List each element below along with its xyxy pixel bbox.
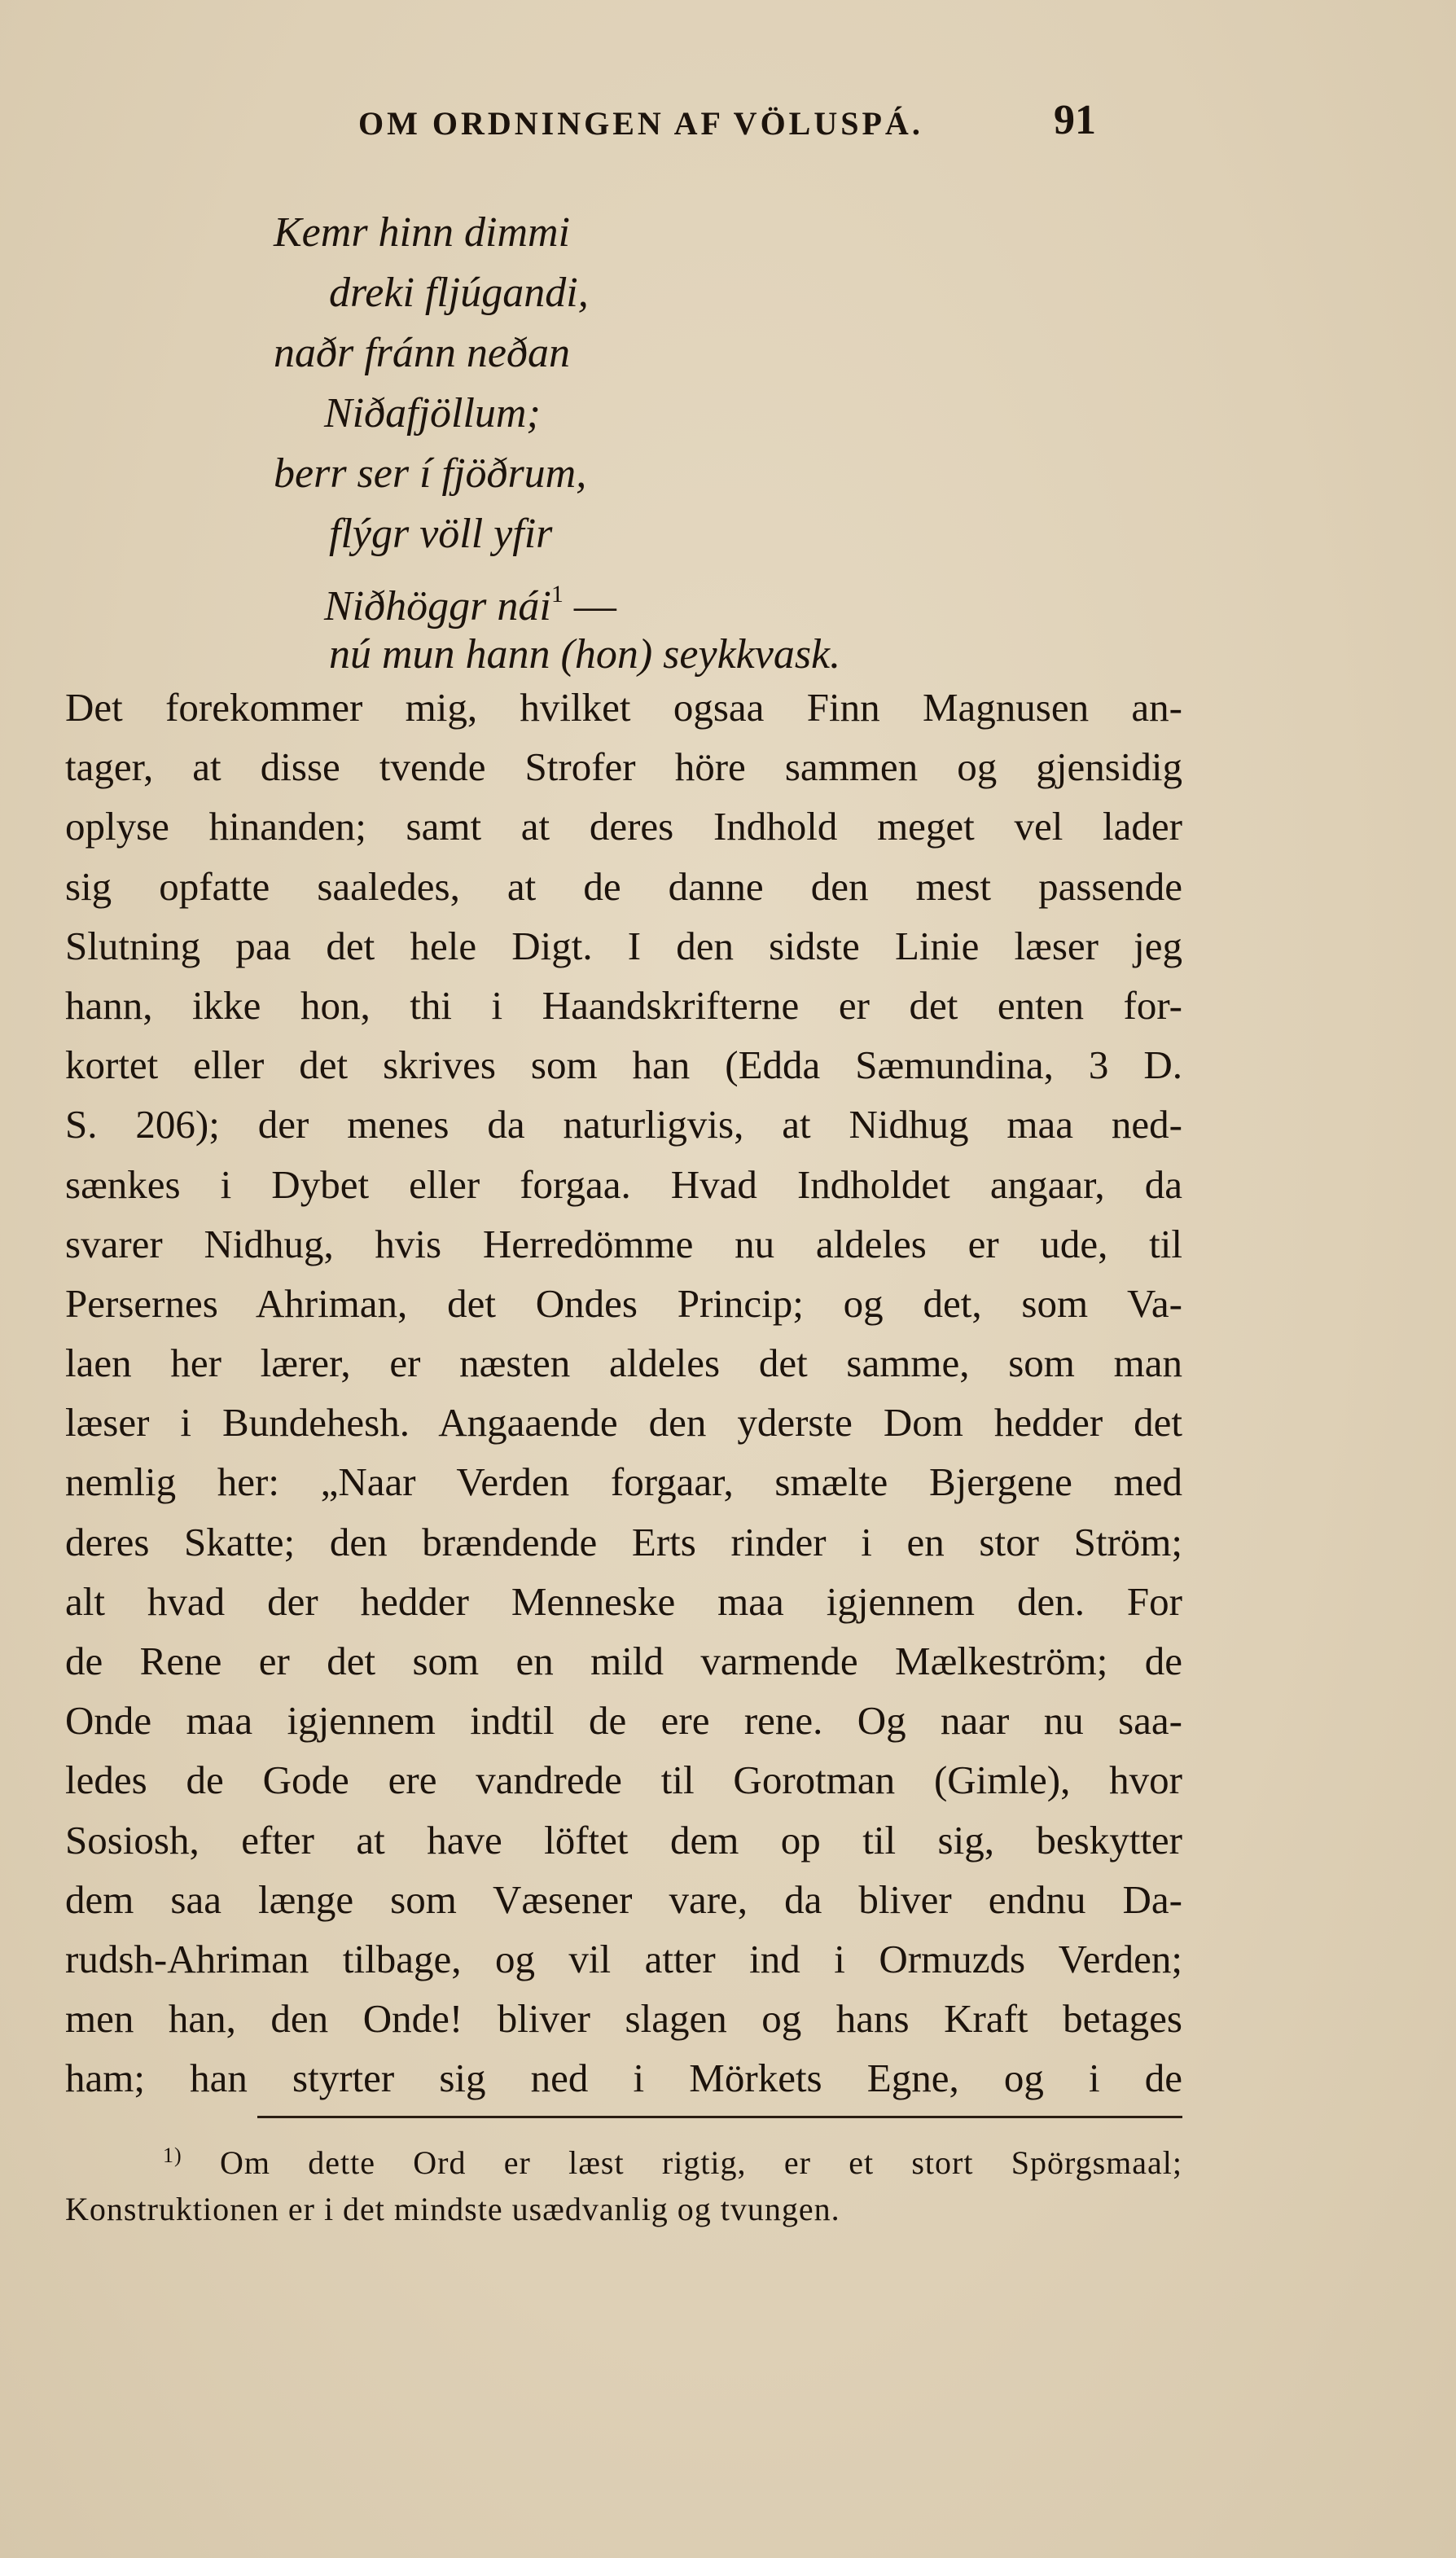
page-number: 91 bbox=[1054, 97, 1096, 143]
footnote-text: Om dette Ord er læst rigtig, er et stort Spörgsmaal; bbox=[219, 2144, 1183, 2181]
verse-line-text: Niðhöggr nái bbox=[324, 583, 551, 630]
text-line: de Rene er det som en mild varmende Mælkeström; de bbox=[65, 1639, 1182, 1683]
text-line: laen her lærer, er næsten aldeles det samme, som man bbox=[65, 1340, 1182, 1386]
footnote-line: Konstruktionen er i det mindste usædvanlig og tvungen. bbox=[65, 2191, 840, 2227]
text-line: men han, den Onde! bliver slagen og hans Kraft betages bbox=[65, 1996, 1182, 2042]
text-line: Det forekommer mig, hvilket ogsaa Finn Magnusen an- bbox=[65, 685, 1182, 730]
text-line: ham; han styrter sig ned i Mörkets Egne, og i de bbox=[65, 2056, 1182, 2101]
text-line: hann, ikke hon, thi i Haandskrifterne er det enten for- bbox=[65, 982, 1182, 1028]
em-dash: — bbox=[573, 583, 616, 630]
text-line: Onde maa igjennem indtil de ere rene. Og naar nu saa- bbox=[65, 1698, 1182, 1744]
verse-line: nú mun hann (hon) seykkvask. bbox=[329, 631, 841, 678]
footnote bbox=[65, 2129, 1182, 2236]
text-line: Sosiosh, efter at have löftet dem op til sig, beskytter bbox=[65, 1817, 1182, 1863]
text-line: sænkes i Dybet eller forgaa. Hvad Indholdet angaar, da bbox=[65, 1161, 1182, 1207]
verse-line: Kemr hinn dimmi bbox=[274, 209, 570, 256]
text-line: sig opfatte saaledes, at de danne den mest passende bbox=[65, 863, 1182, 909]
verse-line: dreki fljúgandi, bbox=[329, 270, 589, 316]
text-line: Persernes Ahriman, det Ondes Princip; og det, som Va- bbox=[65, 1280, 1182, 1326]
text-line: dem saa længe som Væsener vare, da bliver endnu Da- bbox=[65, 1876, 1182, 1922]
text-line: tager, at disse tvende Strofer höre sammen og gjensidig bbox=[65, 744, 1182, 790]
text-line: oplyse hinanden; samt at deres Indhold meget vel lader bbox=[65, 804, 1182, 849]
verse-line: berr ser í fjöðrum, bbox=[274, 450, 587, 497]
text-line: S. 206); der menes da naturligvis, at Nidhug maa ned- bbox=[65, 1102, 1182, 1147]
text-line: alt hvad der hedder Menneske maa igjennem den. For bbox=[65, 1578, 1182, 1624]
footnote-reference: 1 bbox=[550, 581, 564, 608]
text-line: ledes de Gode ere vandrede til Gorotman (Gimle), hvor bbox=[65, 1757, 1182, 1803]
footnote-marker: 1) bbox=[163, 2143, 182, 2167]
verse-line: flýgr völl yfir bbox=[329, 511, 553, 557]
running-title: OM ORDNINGEN AF VÖLUSPÁ. bbox=[358, 105, 923, 142]
text-line: læser i Bundehesh. Angaaende den yderste Dom hedder det bbox=[65, 1400, 1182, 1446]
text-line: kortet eller det skrives som han (Edda Sæmundina, 3 D. bbox=[65, 1042, 1182, 1088]
footnote-rule bbox=[257, 2116, 1182, 2118]
text-line: rudsh-Ahriman tilbage, og vil atter ind i Ormuzds Verden; bbox=[65, 1936, 1182, 1981]
verse-line: Niðafjöllum; bbox=[324, 390, 541, 437]
footnote-line bbox=[65, 2129, 1182, 2183]
text-line: svarer Nidhug, hvis Herredömme nu aldeles er ude, til bbox=[65, 1221, 1182, 1266]
verse-line: naðr fránn neðan bbox=[274, 330, 570, 376]
text-line: Slutning paa det hele Digt. I den sidste Linie læser jeg bbox=[65, 923, 1182, 968]
text-line: nemlig her: „Naar Verden forgaar, smælte Bjergene med bbox=[65, 1459, 1182, 1505]
verse-line-with-note bbox=[324, 565, 616, 630]
body-text bbox=[65, 678, 1182, 2108]
text-line: deres Skatte; den brændende Erts rinder i en stor Ström; bbox=[65, 1519, 1182, 1564]
